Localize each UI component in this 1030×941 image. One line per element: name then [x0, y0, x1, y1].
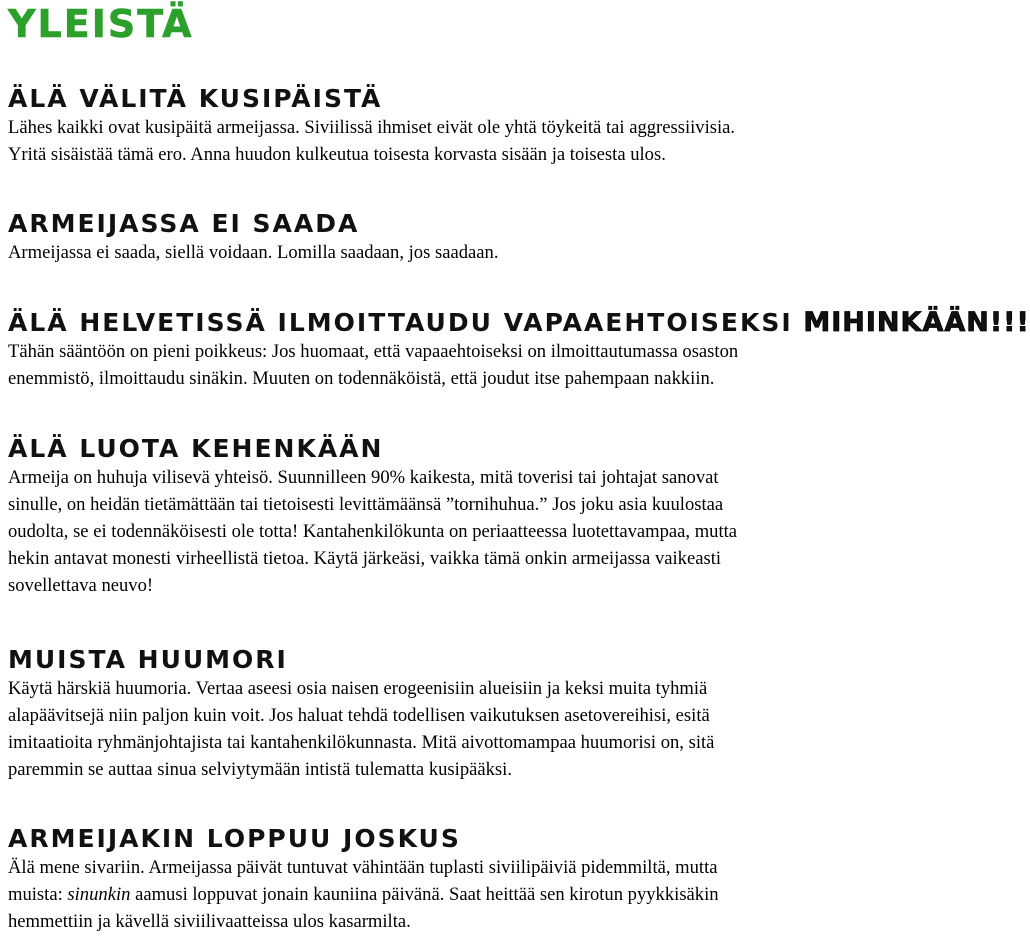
paragraph-line [8, 881, 958, 908]
paragraph-line: oudolta, se ei todennäköisesti ole totta! Kantahenkilökunta on periaatteessa luotettavampaa, mutta [8, 521, 738, 542]
section-heading: ÄLÄ VÄLITÄ KUSIPÄISTÄ [8, 84, 383, 113]
section-cannot-get [8, 209, 958, 266]
paragraph-line: Armeijassa ei saada, siellä voidaan. Lomilla saadaan, jos saadaan. [8, 242, 499, 263]
line-text: muista: [8, 884, 68, 905]
section-heading: ÄLÄ LUOTA KEHENKÄÄN [8, 434, 384, 463]
heading-text: ÄLÄ HELVETISSÄ ILMOITTAUDU VAPAAEHTOISEKSI [8, 308, 804, 337]
section-heading [8, 307, 1030, 338]
section-paragraph [8, 675, 958, 783]
line-text: aamusi loppuvat jonain kauniina päivänä. Saat heittää sen kirotun pyykkisäkin [130, 884, 719, 905]
section-paragraph [8, 464, 958, 599]
heading-emphasis: MIHINKÄÄN!!! [803, 307, 1030, 338]
paragraph-line: Käytä härskiä huumoria. Vertaa aseesi osia naisen erogeenisiin alueisiin ja keksi muita tyhmiä [8, 678, 708, 699]
section-army-ends [8, 824, 958, 935]
paragraph-line: imitaatioita ryhmänjohtajista tai kantahenkilökunnasta. Mitä aivottomampaa huumorisi on, sitä [8, 732, 715, 753]
paragraph-line: Yritä sisäistää tämä ero. Anna huudon kulkeutua toisesta korvasta sisään ja toisesta ulos. [8, 144, 666, 165]
section-never-volunteer [8, 307, 1030, 392]
paragraph-line: hemmettiin ja kävellä siviilivaatteissa ulos kasarmilta. [8, 911, 411, 932]
section-paragraph [8, 114, 958, 168]
paragraph-line: Tähän sääntöön on pieni poikkeus: Jos huomaat, että vapaaehtoiseksi on ilmoittautumassa osaston [8, 341, 739, 362]
section-heading: ARMEIJASSA EI SAADA [8, 209, 360, 238]
paragraph-line: sovellettava neuvo! [8, 575, 154, 596]
section-heading: ARMEIJAKIN LOPPUU JOSKUS [8, 824, 461, 853]
section-heading: MUISTA HUUMORI [8, 645, 288, 674]
paragraph-line: paremmin se auttaa sinua selviytymään intistä tulematta kusipääksi. [8, 759, 512, 780]
emphasized-word: sinunkin [67, 884, 131, 905]
section-ignore-jerks [8, 84, 958, 168]
paragraph-line: Lähes kaikki ovat kusipäitä armeijassa. Siviilissä ihmiset eivät ole yhtä töykeitä tai aggressiivisia. [8, 117, 736, 138]
section-humor [8, 645, 958, 783]
page-title: YLEISTÄ [8, 2, 194, 46]
paragraph-line: alapäävitsejä niin paljon kuin voit. Jos haluat tehdä todellisen vaikutuksen asetovereihisi, esitä [8, 705, 710, 726]
section-paragraph [8, 338, 958, 392]
section-paragraph [8, 239, 958, 266]
paragraph-line: sinulle, on heidän tietämättään tai tietoisesti levittämäänsä ”tornihuhua.” Jos joku asia kuulostaa [8, 494, 724, 515]
section-paragraph [8, 854, 958, 935]
paragraph-line: Älä mene sivariin. Armeijassa päivät tuntuvat vähintään tuplasti siviilipäiviä pidemmiltä, mutta [8, 857, 718, 878]
section-trust-no-one [8, 434, 958, 599]
paragraph-line: hekin antavat monesti virheellistä tietoa. Käytä järkeäsi, vaikka tämä onkin armeijassa vaikeasti [8, 548, 722, 569]
paragraph-line: Armeija on huhuja vilisevä yhteisö. Suunnilleen 90% kaikesta, mitä toverisi tai johtajat sanovat [8, 467, 719, 488]
paragraph-line: enemmistö, ilmoittaudu sinäkin. Muuten on todennäköistä, että joudut itse pahempaan nakkiin. [8, 368, 715, 389]
